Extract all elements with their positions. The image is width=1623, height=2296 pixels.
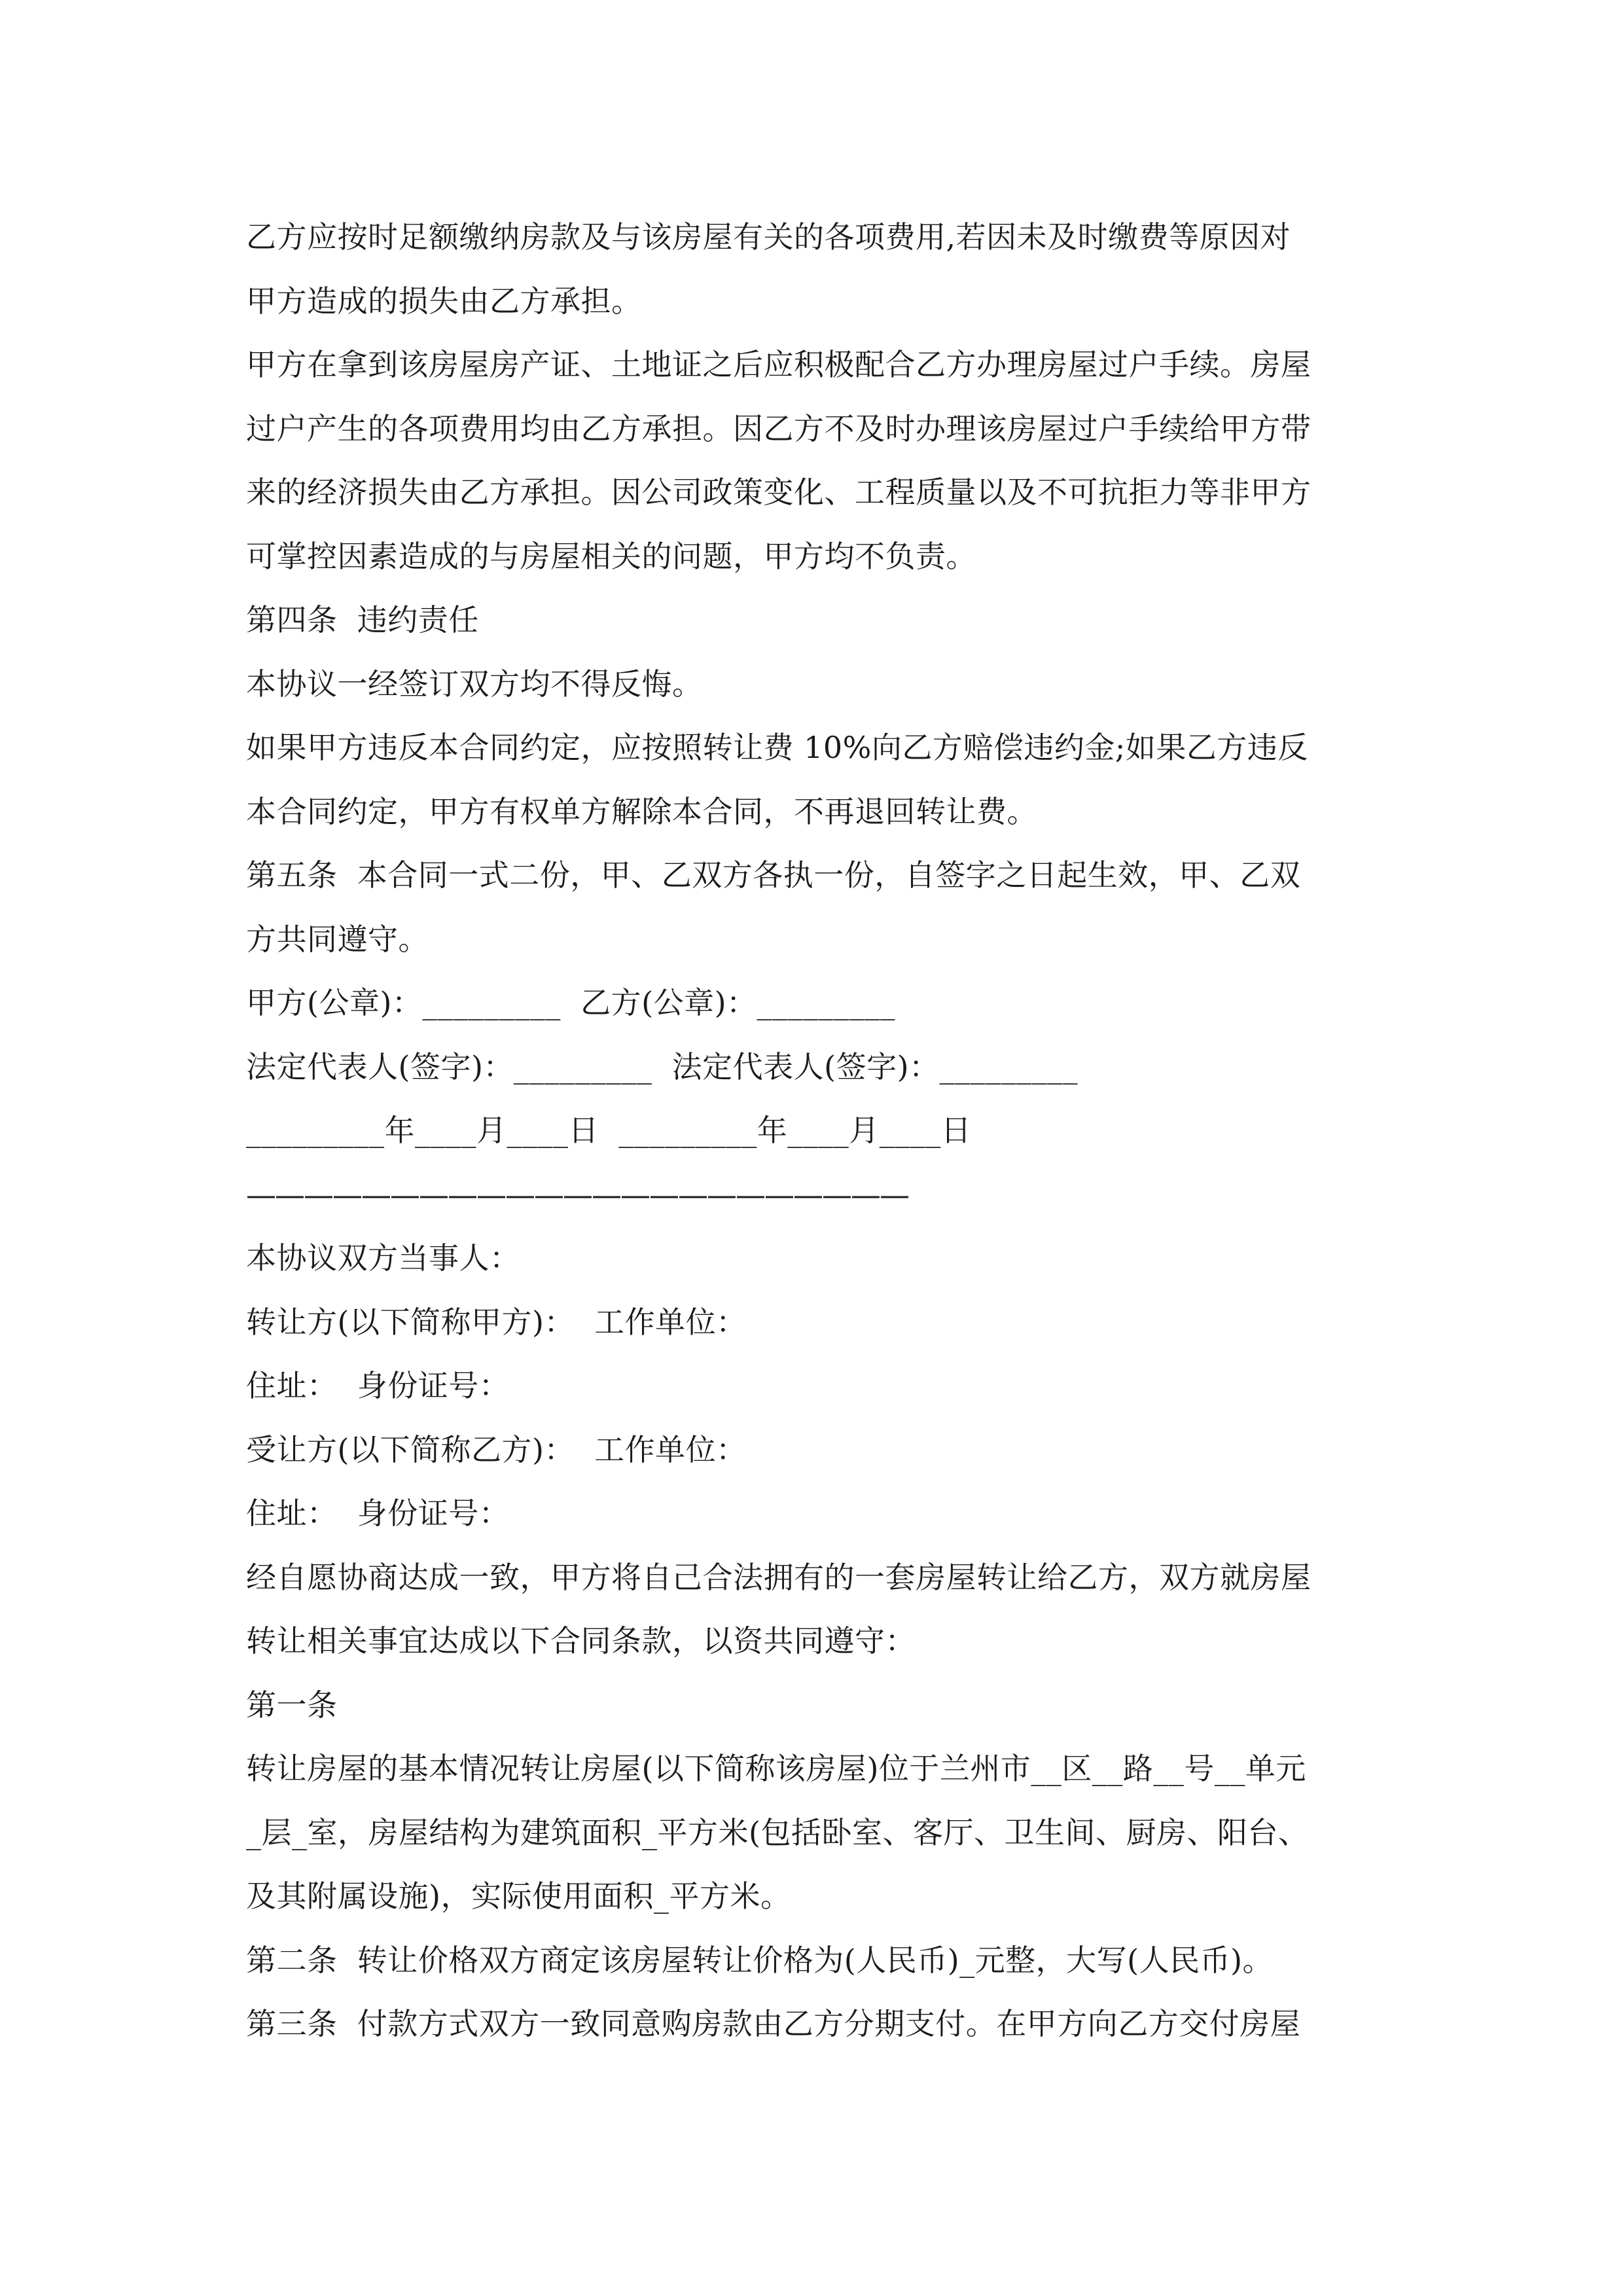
section-heading: 第三条 付款方式双方一致同意购房款由乙方分期支付。在甲方向乙方交付房屋 xyxy=(246,2006,1301,2041)
text-line: 来的经济损失由乙方承担。因公司政策变化、工程质量以及不可抗拒力等非甲方 xyxy=(246,475,1311,510)
contract-text xyxy=(246,206,1385,2056)
divider: ——————————————————————— xyxy=(246,1176,908,1212)
text-line: 本合同约定，甲方有权单方解除本合同，不再退回转让费。 xyxy=(246,793,1037,829)
section-heading: 第一条 xyxy=(246,1687,338,1723)
text-line: 可掌控因素造成的与房屋相关的问题，甲方均不负责。 xyxy=(246,538,976,574)
party-line: 转让方(以下简称甲方)： 工作单位： xyxy=(246,1304,747,1340)
text-line: 转让相关事宜达成以下合同条款，以资共同遵守： xyxy=(246,1623,916,1659)
party-line: 住址： 身份证号： xyxy=(246,1496,510,1531)
signature-line: 甲方(公章)：_________ 乙方(公章)：_________ xyxy=(246,985,896,1020)
text-line: _层_室，房屋结构为建筑面积_平方米(包括卧室、客厅、卫生间、厨房、阳台、 xyxy=(246,1814,1309,1850)
party-line: 住址： 身份证号： xyxy=(246,1368,510,1403)
text-line: 方共同遵守。 xyxy=(246,921,429,957)
section-heading: 第二条 转让价格双方商定该房屋转让价格为(人民币)_元整，大写(人民币)。 xyxy=(246,1942,1274,1978)
text-line: 及其附属设施)，实际使用面积_平方米。 xyxy=(246,1878,791,1914)
text-line: 过户产生的各项费用均由乙方承担。因乙方不及时办理该房屋过户手续给甲方带 xyxy=(246,410,1311,446)
text-line: 经自愿协商达成一致，甲方将自己合法拥有的一套房屋转让给乙方，双方就房屋 xyxy=(246,1559,1311,1595)
text-line: 本协议一经签订双方均不得反悔。 xyxy=(246,666,703,702)
text-line: 甲方造成的损失由乙方承担。 xyxy=(246,283,642,319)
section-heading: 第五条 本合同一式二份，甲、乙双方各执一份，自签字之日起生效，甲、乙双 xyxy=(246,857,1301,893)
text-line: 如果甲方违反本合同约定，应按照转让费 10%向乙方赔偿违约金;如果乙方违反 xyxy=(246,730,1308,765)
text-line: 甲方在拿到该房屋房产证、土地证之后应积极配合乙方办理房屋过户手续。房屋 xyxy=(246,347,1311,382)
signature-line: 法定代表人(签字)：_________ 法定代表人(签字)：_________ xyxy=(246,1049,1079,1085)
party-line: 受让方(以下简称乙方)： 工作单位： xyxy=(246,1431,747,1467)
text-line: 转让房屋的基本情况转让房屋(以下简称该房屋)位于兰州市__区__路__号__单元 xyxy=(246,1751,1306,1786)
text-line: 乙方应按时足额缴纳房款及与该房屋有关的各项费用,若因未及时缴费等原因对 xyxy=(246,219,1291,255)
date-line: _________年____月____日 _________年____月____日 xyxy=(246,1113,972,1148)
section-heading: 第四条 违约责任 xyxy=(246,602,479,637)
text-line: 本协议双方当事人： xyxy=(246,1240,520,1276)
